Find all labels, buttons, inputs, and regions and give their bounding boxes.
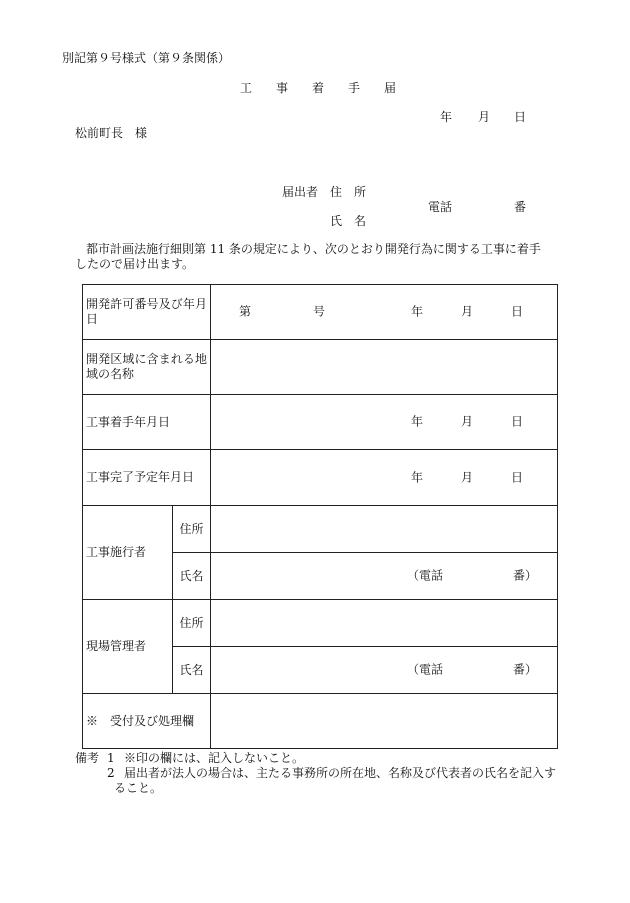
site-manager-name-field[interactable] [211,647,558,694]
completion-year: 年 [411,470,424,484]
contractor-address-row [83,506,558,553]
start-date-label-cell [83,395,211,450]
area-name-label: 開発区域に含まれる地域の名称 [86,352,208,381]
permit-dai: 第 [239,304,252,319]
completion-date-label-cell [83,450,211,506]
intro-line-2: したので届け出ます。 [75,257,195,271]
addressee: 松前町長 様 [75,126,148,140]
reception-field [211,694,558,749]
permit-day: 日 [511,304,524,319]
contractor-phone-close: 番） [513,568,538,583]
site-manager-label-cell [83,600,173,694]
area-name-row [83,340,558,395]
date-year: 年 [440,110,453,124]
date-day: 日 [514,110,527,124]
area-name-label-cell [83,340,211,395]
contractor-address-label: 住所 [173,506,211,553]
reception-row [83,694,558,749]
submitter-label: 届出者 [282,185,319,199]
area-name-field[interactable] [211,340,558,395]
site-manager-address-label: 住所 [173,600,211,647]
date-month: 月 [478,110,491,124]
contractor-address-field[interactable] [211,506,558,553]
submitter-address-label: 住 所 [330,185,367,199]
reception-label: ※ 受付及び処理欄 [86,713,195,728]
completion-date-label: 工事完了予定年月日 [86,470,195,484]
completion-month: 月 [461,470,474,484]
site-manager-phone-close: 番） [513,662,538,677]
site-manager-phone-open: （電話 [407,662,444,677]
contractor-phone-open: （電話 [407,568,444,583]
site-manager-address-row [83,600,558,647]
contractor-label: 工事施行者 [86,545,147,559]
form-code: 別記第９号様式（第９条関係） [62,51,231,65]
completion-date-field[interactable] [211,450,558,506]
intro-line-1: 都市計画法施行細則第 11 条の規定により、次のとおり開発行為に関する工事に着手 [86,242,541,256]
site-manager-name-label: 氏名 [173,647,211,694]
permit-year: 年 [411,304,424,319]
permit-month: 月 [461,304,474,319]
permit-number-label: 開発許可番号及び年月日 [86,297,208,326]
start-month: 月 [461,414,474,429]
note-2-number: 2 [107,766,115,780]
note-1-number: 1 [107,751,115,765]
start-date-label: 工事着手年月日 [86,414,171,429]
contractor-name-field[interactable] [211,553,558,600]
permit-number-field[interactable] [211,285,558,340]
note-2-text-line-1: 届出者が法人の場合は、主たる事務所の所在地、名称及び代表者の氏名を記入す [124,766,557,780]
page-title: 工 事 着 手 届 [240,81,397,95]
permit-go: 号 [313,304,326,319]
site-manager-label: 現場管理者 [86,639,147,653]
start-date-row [83,395,558,450]
note-1-text: ※印の欄には、記入しないこと。 [124,751,305,765]
start-date-field[interactable] [211,395,558,450]
contractor-name-label: 氏名 [173,553,211,600]
submitter-name-label: 氏 名 [330,214,367,228]
notification-form-table [82,284,558,749]
site-manager-address-field[interactable] [211,600,558,647]
reception-label-cell [83,694,211,749]
permit-number-row [83,285,558,340]
note-2-text-line-2: ること。 [114,781,163,795]
notes-heading: 備考 [75,751,100,765]
submitter-phone-label: 電話 [428,200,453,214]
contractor-label-cell [83,506,173,600]
submitter-phone-suffix: 番 [514,200,527,214]
completion-date-row [83,450,558,506]
completion-day: 日 [511,470,524,484]
start-year: 年 [411,414,424,429]
start-day: 日 [511,414,524,429]
permit-number-label-cell [83,285,211,340]
